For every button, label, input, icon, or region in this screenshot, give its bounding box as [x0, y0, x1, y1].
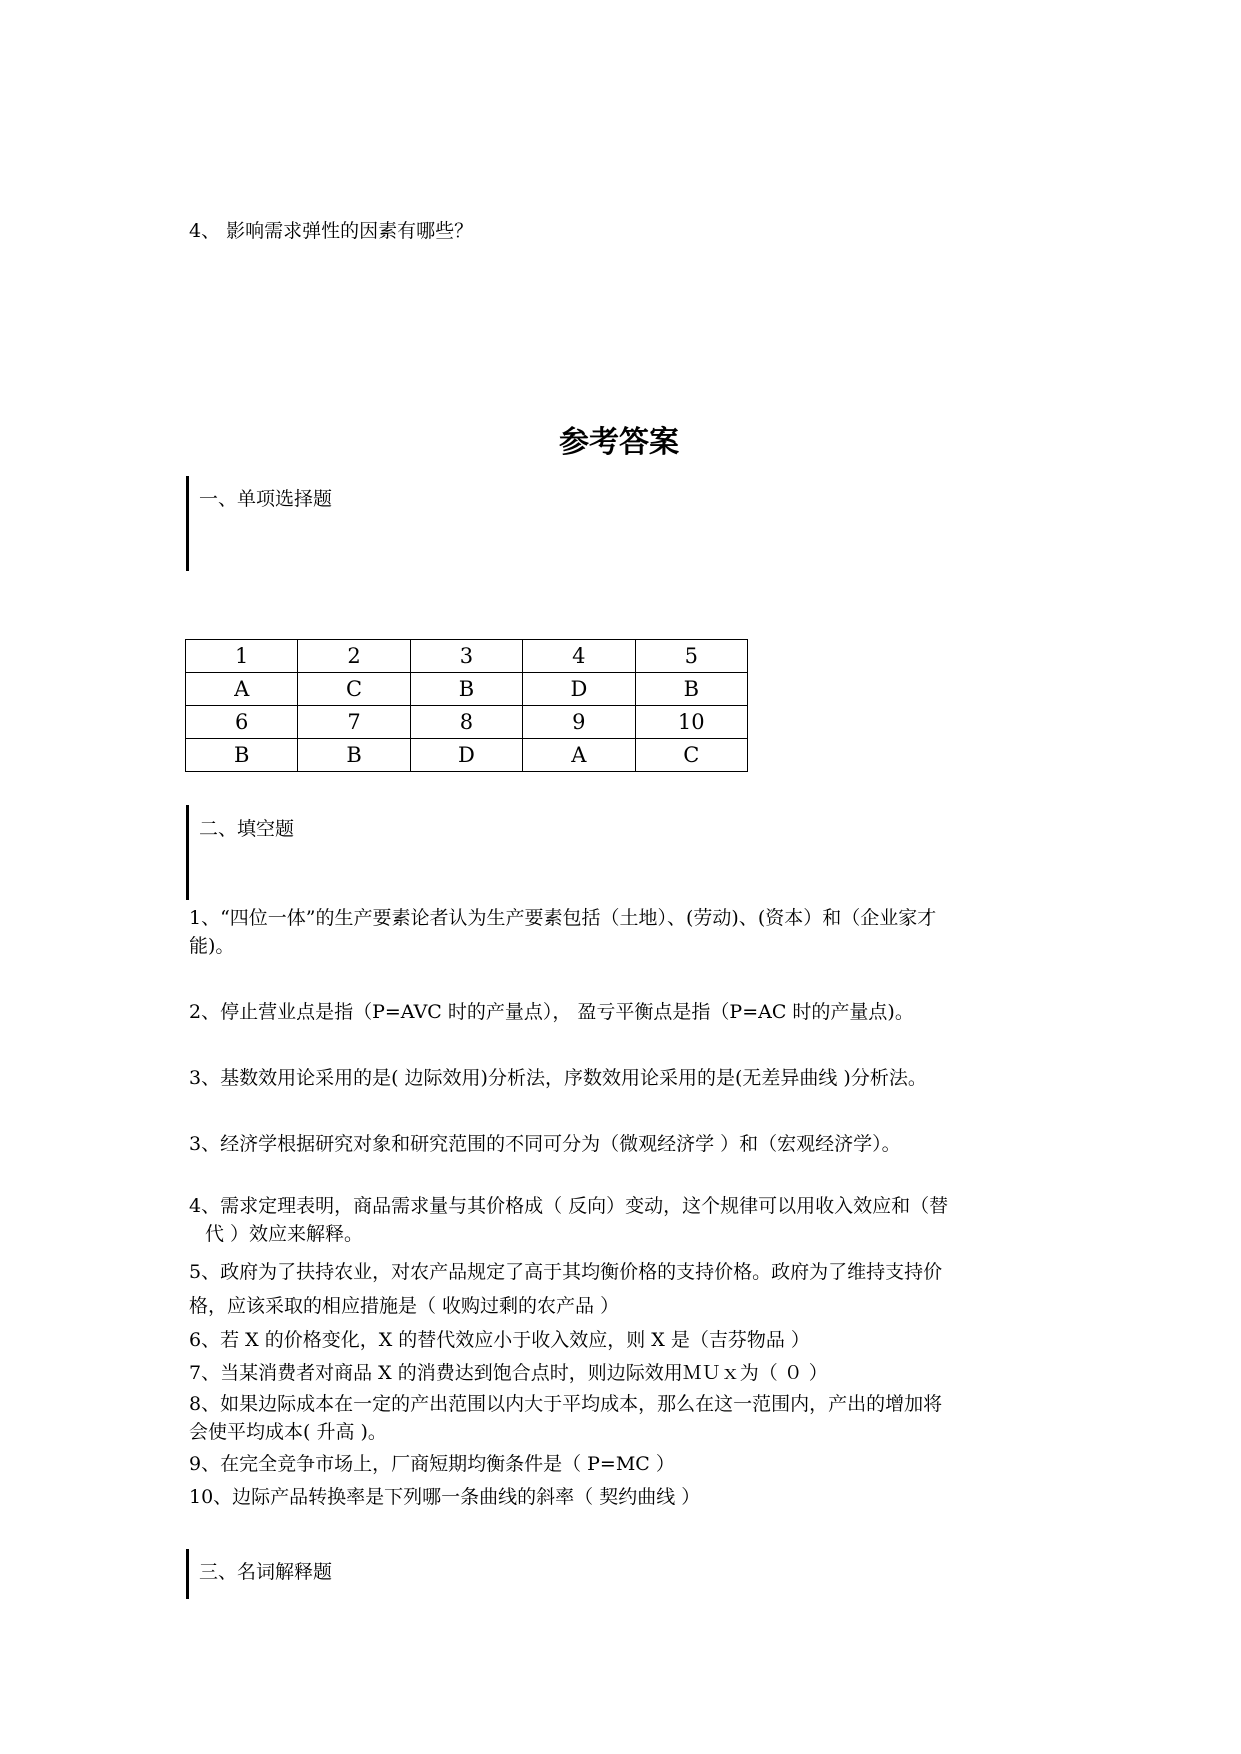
answer-2: 2、停止营业点是指（P=AVC 时的产量点）， 盈亏平衡点是指（P=AC 时的产量点)。 — [189, 1001, 914, 1023]
answer-4 — [189, 1192, 1069, 1248]
table-cell: 9 — [523, 706, 635, 739]
table-row — [186, 673, 748, 706]
answer-8 — [189, 1390, 1069, 1446]
question-4-text: 4、 影响需求弹性的因素有哪些？ — [189, 220, 474, 242]
table-cell: C — [298, 673, 410, 706]
answer-3b: 3、经济学根据研究对象和研究范围的不同可分为（微观经济学 ）和（宏观经济学）。 — [189, 1133, 901, 1155]
section-heading-fill-blank: 二、填空题 — [199, 818, 295, 840]
section-bar-2 — [186, 805, 189, 900]
answer-8-line-2: 会使平均成本( 升高 )。 — [189, 1421, 387, 1443]
table-cell: 10 — [635, 706, 747, 739]
table-cell: 8 — [410, 706, 522, 739]
table-row — [186, 706, 748, 739]
answer-4-line-2: 代 ）效应来解释。 — [205, 1223, 364, 1245]
section-heading-single-choice: 一、单项选择题 — [199, 488, 333, 510]
table-cell: 6 — [186, 706, 298, 739]
answer-3: 3、基数效用论采用的是( 边际效用)分析法，序数效用论采用的是(无差异曲线 )分析法。 — [189, 1067, 927, 1089]
table-cell: 7 — [298, 706, 410, 739]
answer-10: 10、边际产品转换率是下列哪一条曲线的斜率（ 契约曲线 ） — [189, 1486, 701, 1508]
table-row — [186, 739, 748, 772]
table-cell: C — [635, 739, 747, 772]
answer-5-line-1: 5、政府为了扶持农业，对农产品规定了高于其均衡价格的支持价格。政府为了维持支持价 — [189, 1261, 943, 1283]
table-row — [186, 640, 748, 673]
table-cell: D — [523, 673, 635, 706]
answer-1-line-2: 能)。 — [189, 935, 235, 957]
table-cell: 3 — [410, 640, 522, 673]
section-bar-1 — [186, 476, 189, 571]
answer-table — [185, 639, 748, 772]
answer-8-line-1: 8、如果边际成本在一定的产出范围以内大于平均成本，那么在这一范围内，产出的增加将 — [189, 1393, 943, 1415]
answer-5-line-2: 格，应该采取的相应措施是（ 收购过剩的农产品 ） — [189, 1295, 620, 1317]
answer-6: 6、若 X 的价格变化，X 的替代效应小于收入效应，则 X 是（吉芬物品 ） — [189, 1329, 810, 1351]
answer-9: 9、在完全竞争市场上，厂商短期均衡条件是（ P=MC ） — [189, 1453, 675, 1475]
page-title: 参考答案 — [559, 425, 679, 460]
table-cell: A — [523, 739, 635, 772]
table-cell: A — [186, 673, 298, 706]
table-cell: 1 — [186, 640, 298, 673]
table-cell: 2 — [298, 640, 410, 673]
answer-7: 7、当某消费者对商品 X 的消费达到饱合点时，则边际效用ＭＵｘ为（ ０ ） — [189, 1362, 828, 1384]
section-heading-term-definition: 三、名词解释题 — [199, 1561, 333, 1583]
table-cell: D — [410, 739, 522, 772]
answer-1-line-1: 1、“四位一体”的生产要素论者认为生产要素包括（土地）、(劳动)、(资本）和（企业家才 — [189, 907, 937, 929]
table-cell: B — [410, 673, 522, 706]
table-cell: 5 — [635, 640, 747, 673]
table-cell: 4 — [523, 640, 635, 673]
table-cell: B — [635, 673, 747, 706]
section-bar-3 — [186, 1549, 189, 1599]
answer-1 — [189, 904, 1069, 960]
table-cell: B — [298, 739, 410, 772]
answer-5 — [189, 1255, 1069, 1323]
table-cell: B — [186, 739, 298, 772]
answer-4-line-1: 4、需求定理表明，商品需求量与其价格成（ 反向）变动，这个规律可以用收入效应和（替 — [189, 1195, 949, 1217]
